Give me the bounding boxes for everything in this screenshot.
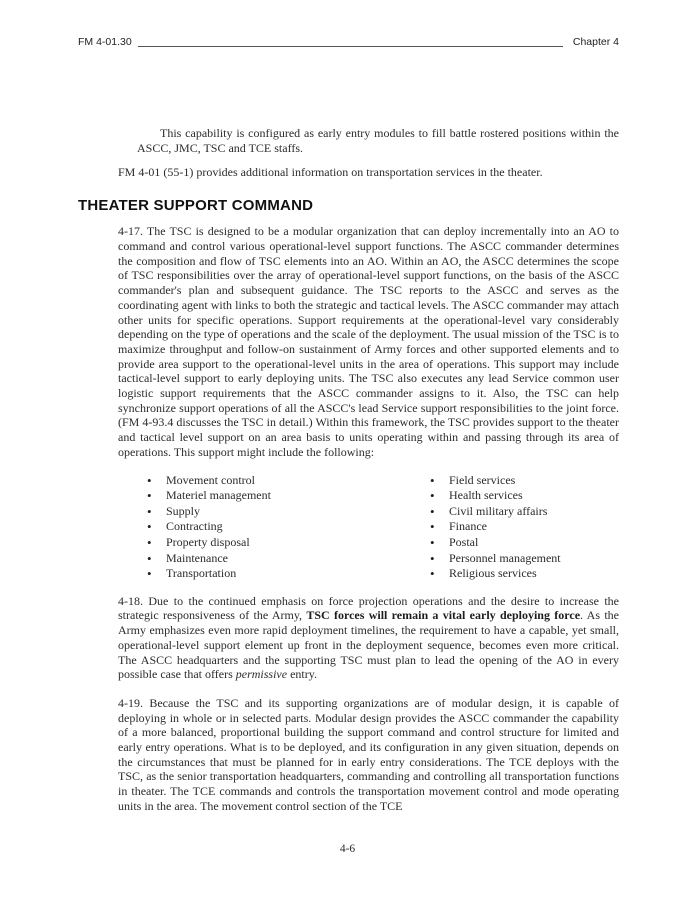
bullet-list-left (118, 473, 401, 582)
list-item: • Transportation (147, 566, 401, 582)
paragraph-4-18-text: entry. (287, 667, 317, 682)
paragraph-4-18-text: 4-18. Due to the continued emphasis on force projection operations and the desire to increase the strategic responsiveness of the Army, (118, 593, 619, 623)
list-item: • Movement control (147, 473, 401, 489)
page-footer (0, 843, 695, 855)
reference-note-paragraph: FM 4-01 (55-1) provides additional information on transportation services in the theater. (118, 165, 543, 180)
paragraph-4-19: 4-19. Because the TSC and its supporting organizations are of modular design, it is capable of deploying in whole or in selected parts. Modular design provides the ASCC commander the capability of a more balanced, proportional building the support command and control structure for limited and early entry operations. What is to be deployed, and its configuration in any given situation, depends on the circumstances that must be planned for in early entry considerations. The TCE deploys with the TSC, as the senior transportation headquarters, commanding and controlling all transportation functions in theater. The TCE commands and controls the transportation movement control and mode operating units in the area. The movement control section of the TCE (118, 695, 619, 813)
list-item: • Personnel management (430, 551, 561, 567)
header-chapter-label: Chapter 4 (572, 36, 619, 48)
list-item: • Maintenance (147, 551, 401, 567)
list-item: • Supply (147, 504, 401, 520)
list-item: • Contracting (147, 519, 401, 535)
section-title: THEATER SUPPORT COMMAND (78, 197, 314, 215)
list-item: • Health services (430, 488, 561, 504)
list-item: • Property disposal (147, 535, 401, 551)
bullet-list-right (401, 473, 561, 582)
bold-emphasis: TSC forces will remain a vital early deploying force (306, 608, 581, 623)
header-doc-id: FM 4-01.30 (78, 36, 132, 48)
list-item: • Field services (430, 473, 561, 489)
paragraph-4-17: 4-17. The TSC is designed to be a modular organization that can deploy incrementally into an AO to command and control various operational-level support functions. The ASCC commander determines the composition and flow of TSC elements into an AO. Within an AO, the ASCC determines the scope of TSC responsibilities over the array of operational-level support functions, on the basis of the ASCC commander's plan and subsequent guidance. The TSC reports to the ASCC and serves as the coordinating agent with links to both the strategic and tactical levels. The ASCC commander may attach other units for specific operations. Support requirements at the operational-level vary considerably depending on the type of operations and the scale of the deployment. The usual mission of the TSC is to maximize throughput and follow-on sustainment of Army forces and other supported elements and to provide area support to the operational-level units in the area of operations. This support may include tactical-level support to early deploying units. The TSC also executes any lead Service common user logistic support requirements that the ASCC commander assigns to it. Also, the TSC can help synchronize support operations of all the ASCC's lead Service support responsibilities to the joint force. (FM 4-93.4 discusses the TSC in detail.) Within this framework, the TSC provides support to the theater and tactical level support on an area basis to units operating within and passing through its area of operations. This support might include the following: (118, 224, 619, 459)
paragraph-4-18 (118, 594, 619, 682)
page-header (78, 0, 619, 48)
paragraph-4-18-text: . As the Army emphasizes even more rapid deployment timelines, the requirement to have a capable, yet small, operational-level support element up front in the deployment sequence, becomes even more critical. The ASCC headquarters and the supporting TSC must plan to lead the opening of the AO in every possible case that offers (118, 608, 619, 682)
support-functions-list (118, 473, 619, 582)
italic-emphasis: permissive (235, 667, 288, 682)
intro-capability-paragraph: This capability is configured as early entry modules to fill battle rostered positions within the ASCC, JMC, TSC and TCE staffs. (137, 126, 619, 156)
header-rule (138, 46, 563, 47)
list-item: • Postal (430, 535, 561, 551)
list-item: • Religious services (430, 566, 561, 582)
list-item: • Materiel management (147, 488, 401, 504)
list-item: • Finance (430, 519, 561, 535)
page-number: 4-6 (339, 843, 356, 855)
list-item: • Civil military affairs (430, 504, 561, 520)
